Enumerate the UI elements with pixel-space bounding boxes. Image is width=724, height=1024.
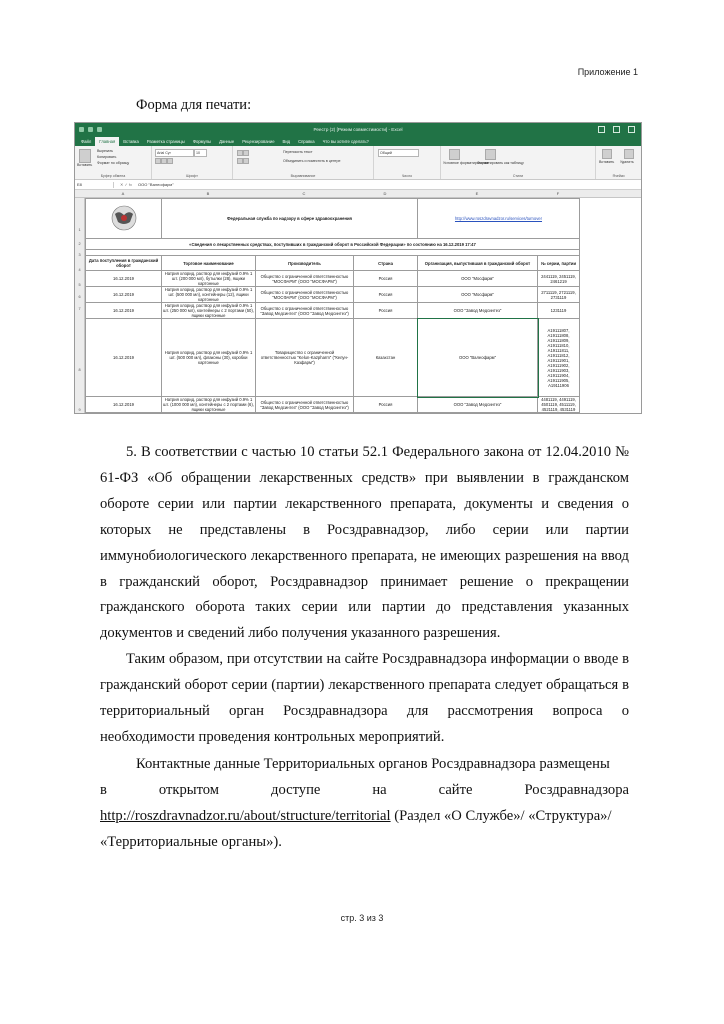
paste-button[interactable]: Вставить	[77, 163, 93, 167]
column-header[interactable]: B	[206, 191, 210, 196]
window-title: Реестр (2) [Режим совместимости] - Excel	[313, 127, 403, 132]
row-number[interactable]: 3	[78, 253, 81, 257]
cell-series[interactable]: A19111807, A19111808, A19111809, A19111810, A19111811, A19111812, A19111901, A19111902, A19111903, A19111904, A19111905, A19111906	[538, 319, 580, 397]
close-icon[interactable]	[628, 126, 635, 133]
alignment-group	[233, 146, 374, 179]
minimize-icon[interactable]	[598, 126, 605, 133]
contact-paragraph	[100, 752, 629, 856]
cell-series[interactable]: 4481119, 4491119, 4501119, 4511119, 4521119, 4531119	[538, 397, 580, 413]
merge-center-button[interactable]: Объединить и поместить в центре	[283, 159, 341, 163]
conditional-format-icon[interactable]	[449, 149, 460, 160]
eagle-emblem-icon	[110, 204, 138, 232]
cell-series[interactable]: 2441119, 2451119, 2461219	[538, 271, 580, 287]
column-header[interactable]: F	[556, 191, 560, 196]
cell-date[interactable]: 16.12.2019	[86, 303, 162, 319]
format-as-table-button[interactable]: Форматировать как таблицу	[477, 161, 524, 165]
cell-org[interactable]: ООО "Завод Медсинтез"	[418, 397, 538, 413]
column-header[interactable]: D	[383, 191, 387, 196]
ribbon-tab[interactable]: Вставка	[123, 139, 139, 144]
cell-country[interactable]: Россия	[354, 303, 418, 319]
cell-country[interactable]: Казахстан	[354, 319, 418, 397]
ribbon-tab[interactable]: Вид	[282, 139, 291, 144]
contact-section-path: (Раздел «О Службе»/ «Структура»/	[390, 807, 612, 824]
table-row	[86, 271, 580, 287]
number-format-select[interactable]: Общий	[378, 149, 419, 157]
cell-org[interactable]: ООО "Мосфарм"	[418, 287, 538, 303]
font-name-select[interactable]: Arial Cyr	[155, 149, 194, 157]
turnover-link[interactable]: http://www.roszdravnadzor.ru/services/turnover	[454, 216, 543, 221]
cell-date[interactable]: 16.12.2019	[86, 397, 162, 413]
ribbon-tab[interactable]: Формулы	[192, 139, 212, 144]
row-number[interactable]: 2	[78, 242, 81, 246]
ribbon	[75, 146, 641, 180]
ribbon-tab[interactable]: Данные	[219, 139, 235, 144]
cell-series[interactable]: 1231119	[538, 303, 580, 319]
font-size-select[interactable]: 10	[194, 149, 207, 157]
cell-maker[interactable]: Общество с ограниченной ответственностью "МОСФАРМ" (ООО "МОСФАРМ")	[256, 271, 354, 287]
cell-maker[interactable]: Товарищество с ограниченной ответственностью "Kelun-Kazpharm" ("Келун-Казфарм")	[256, 319, 354, 397]
contact-word: открытом	[158, 781, 220, 798]
cell-name[interactable]: Натрия хлорид, раствор для инфузий 0.9% 1 шт. (200 000 мл), бутылки (28), ящики картонные	[162, 271, 256, 287]
contact-word: сайте	[438, 781, 473, 798]
cell-name[interactable]: Натрия хлорид, раствор для инфузий 0.9% 1 шт. (250 000 мл), контейнеры с 2 портами (50), ящики картонные	[163, 303, 254, 318]
formula-input[interactable]: ООО "Валеофарм"	[138, 182, 174, 187]
number-group-label: Число	[401, 174, 413, 178]
contact-line-2	[100, 778, 629, 804]
table-row	[86, 397, 580, 413]
row-number[interactable]: 6	[78, 295, 81, 299]
link-cell	[418, 199, 580, 239]
cell-date[interactable]: 16.12.2019	[86, 319, 162, 397]
appendix-label: Приложение 1	[577, 67, 638, 77]
styles-group	[441, 146, 596, 179]
underline-icon[interactable]	[167, 158, 173, 164]
align-middle-icon[interactable]	[243, 150, 249, 156]
header-cell: Дата поступления в гражданский оборот	[86, 256, 162, 271]
column-header[interactable]: E	[475, 191, 479, 196]
row-number[interactable]: 1	[78, 228, 81, 232]
insert-cells-icon[interactable]	[602, 149, 612, 159]
cells-group	[596, 146, 641, 179]
insert-cells-button[interactable]: Вставить	[599, 160, 615, 164]
delete-cells-icon[interactable]	[624, 149, 634, 159]
data-table	[85, 198, 580, 413]
contact-line-3	[100, 804, 629, 830]
copy-button[interactable]: Копировать	[97, 155, 117, 159]
header-cell: Организация, выпустившая в гражданский оборот	[418, 256, 538, 271]
body-text	[100, 440, 629, 751]
page-number: стр. 3 из 3	[340, 913, 384, 923]
name-box[interactable]: E8	[75, 182, 114, 188]
ribbon-tab[interactable]: Разметка страницы	[146, 139, 185, 144]
format-painter-button[interactable]: Формат по образцу	[97, 161, 130, 165]
cell-maker[interactable]: Общество с ограниченной ответственностью "Завод Медсинтез" (ООО "Завод Медсинтез")	[256, 397, 354, 413]
clipboard-group	[75, 146, 152, 179]
font-group-label: Шрифт	[186, 174, 198, 178]
row-number[interactable]: 8	[78, 368, 81, 372]
cell-date[interactable]: 16.12.2019	[86, 287, 162, 303]
emblem-cell	[86, 199, 162, 239]
column-header[interactable]: C	[302, 191, 306, 196]
contact-word: в	[100, 781, 107, 798]
contact-line-1: Контактные данные Территориальных органов Росздравнадзора размещены	[136, 756, 610, 772]
font-group	[152, 146, 233, 179]
cell-name[interactable]: Натрия хлорид, раствор для инфузий 0.9% 1 шт. (500 000 мл), флаконы (30), коробки картонные	[162, 319, 256, 397]
row-number[interactable]: 7	[78, 307, 81, 311]
contact-word: на	[372, 781, 387, 798]
formula-bar	[75, 180, 641, 190]
row-number[interactable]: 9	[78, 408, 81, 412]
ribbon-tab[interactable]: Рецензирование	[242, 139, 275, 144]
form-title: Форма для печати:	[136, 97, 252, 113]
column-headers	[75, 190, 641, 198]
cell-name[interactable]: Натрия хлорид, раствор для инфузий 0.9% 1 шт. (500 000 мл), контейнеры (12), ящики картонные	[162, 287, 256, 303]
column-header[interactable]: A	[121, 191, 125, 196]
cell-maker[interactable]: Общество с ограниченной ответственностью "Завод Медсинтез" (ООО "Завод Медсинтез")	[256, 303, 354, 319]
number-group	[374, 146, 441, 179]
ribbon-tabs	[75, 136, 641, 146]
cell-series[interactable]: 2711119, 2721119, 2731119	[538, 287, 580, 303]
cell-org[interactable]: ООО "Валеофарм"	[418, 319, 538, 397]
align-center-icon[interactable]	[243, 158, 249, 164]
window-controls	[598, 126, 635, 133]
table-row	[86, 303, 580, 319]
paragraph: 5. В соответствии с частью 10 статьи 52.1 Федерального закона от 12.04.2010 № 61-ФЗ «Об обращении лекарственных средств» при выявлении в гражданском обороте серии или партии лекарственного препарата, документы и сведения о которых не представлены в Росздравнадзор, либо серии или партии иммунобиологического лекарственного препарата, не имеющих разрешения на ввод в гражданский оборот, Росздравнадзор принимает решение о прекращении гражданского оборота таких серии или партии до представления указанных документов и сведений либо получения указанного разрешения.	[100, 444, 629, 642]
cell-org[interactable]: ООО "Завод Медсинтез"	[418, 303, 538, 319]
info-caption: «Сведения о лекарственных средствах, поступивших в гражданский оборот в Российской Федерации» по состоянию на 16.12.2019 17:47	[86, 239, 580, 250]
clipboard-group-label: Буфер обмена	[100, 174, 126, 178]
ribbon-tab[interactable]: Справка	[298, 139, 315, 144]
table-row	[86, 287, 580, 303]
ribbon-tab[interactable]: Что вы хотите сделать?	[322, 139, 369, 144]
ribbon-tab[interactable]: Файл	[81, 139, 92, 144]
contact-word: Росздравнадзора	[524, 781, 629, 798]
cell-name[interactable]: Натрия хлорид, раствор для инфузий 0.9% 1 шт. (1000 000 мл), контейнеры с 2 портами (6), ящики картонные	[163, 397, 254, 412]
cell-country[interactable]: Россия	[354, 397, 418, 413]
wrap-text-button[interactable]: Переносить текст	[283, 150, 313, 154]
cut-button[interactable]: Вырезать	[97, 149, 113, 153]
styles-group-label: Стили	[512, 174, 524, 178]
cells-group-label: Ячейки	[612, 174, 625, 178]
cell-country[interactable]: Россия	[354, 287, 418, 303]
header-cell: Производитель	[256, 256, 354, 271]
header-cell: Торговое наименование	[162, 256, 256, 271]
sheet-grid	[75, 198, 641, 414]
fx-icon[interactable]: ✕ ✓ fx	[120, 182, 133, 187]
row-number[interactable]: 5	[78, 283, 81, 287]
ribbon-tab[interactable]: Главная	[95, 137, 119, 146]
maximize-icon[interactable]	[613, 126, 620, 133]
conditional-format-button[interactable]: Условное форматирование	[443, 161, 489, 165]
paragraph: Таким образом, при отсутствии на сайте Росздравнадзора информации о вводе в гражданский оборот серии (партии) лекарственного препарата следует обращаться в территориальный орган Росздравнадзора для рассмотрения вопроса о необходимости проведения контрольных мероприятий.	[100, 651, 629, 745]
delete-cells-button[interactable]: Удалить	[620, 160, 634, 164]
contact-word: доступе	[271, 781, 321, 798]
format-as-table-icon[interactable]	[485, 149, 496, 160]
cell-country[interactable]: Россия	[354, 271, 418, 287]
cell-org[interactable]: ООО "Мосфарм"	[418, 271, 538, 287]
contact-line-4: «Территориальные органы»).	[100, 833, 282, 850]
header-cell: Страна	[354, 256, 418, 271]
excel-title-bar	[75, 123, 641, 136]
agency-title: Федеральная служба по надзору в сфере здравоохранения	[162, 199, 418, 239]
paste-icon[interactable]	[79, 149, 91, 163]
row-number[interactable]: 4	[78, 268, 81, 272]
header-cell: № серии, партии	[538, 256, 580, 271]
excel-screenshot	[74, 122, 642, 414]
table-header-row	[86, 256, 580, 271]
cell-date[interactable]: 16.12.2019	[86, 271, 162, 287]
territorial-link[interactable]: http://roszdravnadzor.ru/about/structure/territorial	[100, 807, 391, 824]
cell-maker[interactable]: Общество с ограниченной ответственностью "МОСФАРМ" (ООО "МОСФАРМ")	[256, 287, 354, 303]
table-row	[86, 319, 580, 397]
alignment-group-label: Выравнивание	[290, 174, 316, 178]
